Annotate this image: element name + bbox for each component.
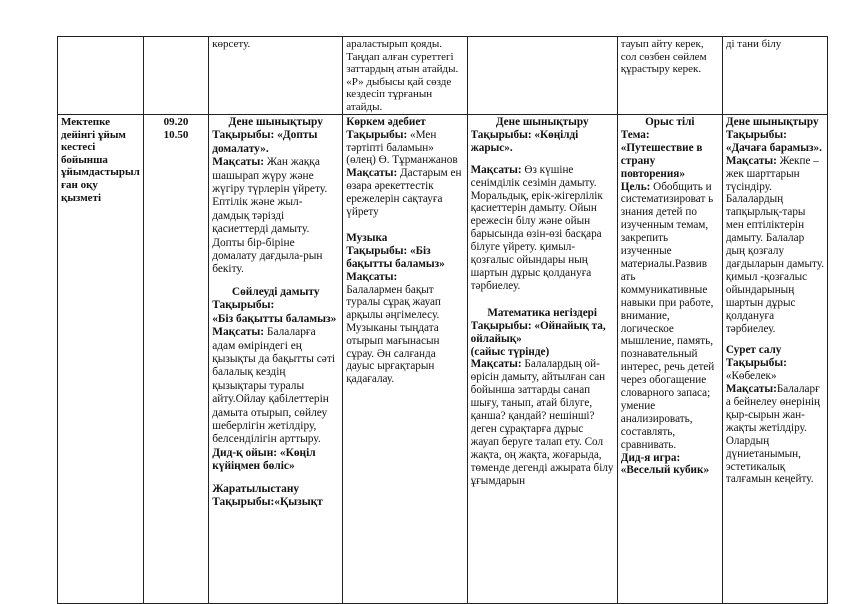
- goal-text: Балалардың ой-өрісін дамыту, айтылған сан бойынша заттарды санап шығу, танып, атай білуге, қанша? қандай? нешінші? деген сұрақтарға дұрыс жауап беруге талап ету. Сол жақта, оң жақта, жоғарыда, төменде дегенді ажырата білу ұғымдарын: [470, 358, 614, 487]
- goal-text: Балаларға адам өміріндегі ең қызықты да бақытты сәті балалық кездің қызықтары туралы айту.Ойлау қабілеттерін дамыта отырып, сөйлеу шеберлігін жетілдіру, белсенділігін арттыру.: [212, 326, 335, 446]
- text: көрсету.: [212, 38, 251, 50]
- time-from: 09.20: [163, 116, 189, 128]
- goal-label: Цель:: [620, 180, 651, 193]
- goal-text: Жан жаққа шашырап жүру және жүгіру түрлерін үйрету. Ептілік және жыл-дамдық тәрізді қасиеттерді дамыту. Допты бір-біріне домалату дағдыла-рын бекіту.: [212, 156, 328, 276]
- lesson-topic: Тақырыбы: «Ойнайық та, ойлайық»: [470, 319, 606, 345]
- goal-text: Обобщить и систематизироват ь знания детей по изученным темам, закрепить изученные материалы.Развив ать коммуникативные навыки при работе, внимание, логическое мышление, память, познавательный интерес, речь детей через обогащение словарного запаса; умение анализировать, составлять, сравнивать.: [620, 180, 715, 451]
- topic-label: Тақырыбы:: [725, 357, 787, 370]
- table-row: [58, 37, 828, 115]
- cell-activity: [58, 115, 144, 604]
- lesson-goal: [471, 164, 614, 293]
- cell-empty-1: [58, 37, 144, 115]
- topic-text: «Көбелек»: [725, 370, 777, 383]
- goal-label: Мақсаты:: [725, 154, 777, 167]
- lesson-topic: Тақырыбы: «Дачаға барамыз».: [725, 128, 822, 154]
- didactic-game: Дид-қ ойын: «Көңіл күйіңмен бөліс»: [212, 446, 316, 473]
- lesson-topic: Тақырыбы: «Допты домалату».: [212, 129, 318, 155]
- lesson-heading: Жаратылыстану: [212, 482, 300, 495]
- goal-label: Мақсаты:: [346, 270, 398, 283]
- table-row: [58, 115, 828, 604]
- goal-text: Дастарым ен өзара әрекеттестік ережелерін сақтауға үйрету: [346, 167, 462, 218]
- cell-time: [143, 115, 208, 604]
- lesson-form: (сайыс түрінде): [470, 345, 550, 358]
- cell-mon-continued: [209, 37, 343, 115]
- lesson-topic: Тақырыбы: «Көңілді жарыс».: [470, 128, 579, 154]
- goal-label: Мақсаты:: [346, 167, 398, 180]
- lesson-heading: Сурет салу: [725, 344, 782, 357]
- goal-text: Балалармен бақыт туралы сұрақ жауап арқылы әңгімелесу. Музыканы тыңдата отырып мағынасын сұрау. Ән салғанда дауыс ырғақтарын қадағалау.: [346, 283, 441, 386]
- goal-label: Мақсаты:: [212, 156, 265, 169]
- goal-text: Балаларға бейнелеу өнерінің қыр-сырын жан-жақты жетілдіру. Олардың дүниетанымын, эстетикалық талғамын кеңейту.: [725, 383, 821, 486]
- goal-label: Мақсаты:: [470, 163, 522, 176]
- cell-fri-continued: [722, 37, 827, 115]
- didactic-game: Дид-я игра: «Веселый кубик»: [620, 451, 710, 477]
- lesson-goal: [212, 326, 339, 447]
- lesson-heading: Көркем әдебиет: [346, 116, 426, 128]
- text: тауып айту керек, сол сөзбен сөйлем құрастыру керек.: [620, 38, 707, 76]
- topic-text: «Мен тәртіпті баламын» (өлең) Ө. Тұрманжанов: [346, 128, 458, 167]
- time-to: 10.50: [163, 128, 189, 141]
- cell-thu-continued: [617, 37, 722, 115]
- goal-text: Өз күшіне сенімділік сезімін дамыту. Моральдық, ерік-жігерлілік қасиеттерін дамыту. Ойын ережесін білу және ойын барысында өзін-өзі басқара білуге үйрету. қимыл-қозғалыс ойындары ның шартын дұрыс қолдануға тәрбиелеу.: [470, 163, 603, 292]
- lesson-heading: Музыка: [346, 232, 388, 245]
- lesson-goal: [212, 156, 339, 277]
- lesson-topic: «Біз бақытты баламыз»: [212, 312, 337, 325]
- schedule-table: [57, 36, 828, 604]
- lesson-heading: Дене шынықтыру: [228, 116, 323, 128]
- activity-label: Мектепке дейінгі ұйым кестесі бойынша ұйымдастырыл ған оқу қызметі: [61, 116, 140, 204]
- cell-empty-2: [143, 37, 208, 115]
- cell-tuesday: [343, 115, 467, 604]
- lesson-goal: [346, 167, 463, 218]
- goal-label: Мақсаты:: [470, 358, 522, 371]
- cell-thursday: [617, 115, 722, 604]
- cell-tue-continued: [343, 37, 467, 115]
- lesson-heading: Дене шынықтыру: [495, 116, 589, 128]
- lesson-goal: [726, 383, 824, 486]
- lesson-topic: [346, 129, 463, 167]
- cell-friday: [722, 115, 827, 604]
- lesson-heading: Орыс тілі: [645, 116, 695, 128]
- goal-label: Мақсаты:: [725, 383, 777, 396]
- lesson-topic: Тема: «Путешествие в страну повторения»: [620, 128, 703, 180]
- topic-label: Тақырыбы:: [212, 299, 275, 312]
- lesson-goal: [621, 181, 719, 452]
- lesson-heading: Сөйлеуді дамыту: [231, 285, 320, 298]
- goal-text: Жекпе – жек шарттарын түсіндіру. Балалардың тапқырлық-тары мен ептіліктерін дамыту. Балалар дың қозғалу дағдыларын дамыту. қимыл -қозғалыс ойындарының шартын дұрыс қолдануға тәрбиелеу.: [725, 154, 824, 335]
- cell-wed-continued: [467, 37, 617, 115]
- lesson-heading: Математика негіздері: [487, 306, 597, 319]
- text: ді тани білу: [725, 38, 782, 50]
- lesson-heading: Дене шынықтыру: [725, 116, 819, 128]
- lesson-topic: Тақырыбы: «Біз бақытты баламыз»: [346, 245, 445, 270]
- goal-label: Мақсаты:: [212, 326, 265, 339]
- lesson-goal: [726, 155, 824, 336]
- lesson-goal: [471, 358, 614, 487]
- lesson-topic: Тақырыбы:«Қызықт: [212, 495, 323, 508]
- cell-monday: [209, 115, 343, 604]
- topic-label: Тақырыбы:: [346, 128, 408, 141]
- cell-wednesday: [467, 115, 617, 604]
- text: араластырып қояды. Таңдап алған суреттегі заттардың атын атайды. «Р» дыбысы қай сөзде кездесіп тұрғанын атайды.: [346, 38, 459, 113]
